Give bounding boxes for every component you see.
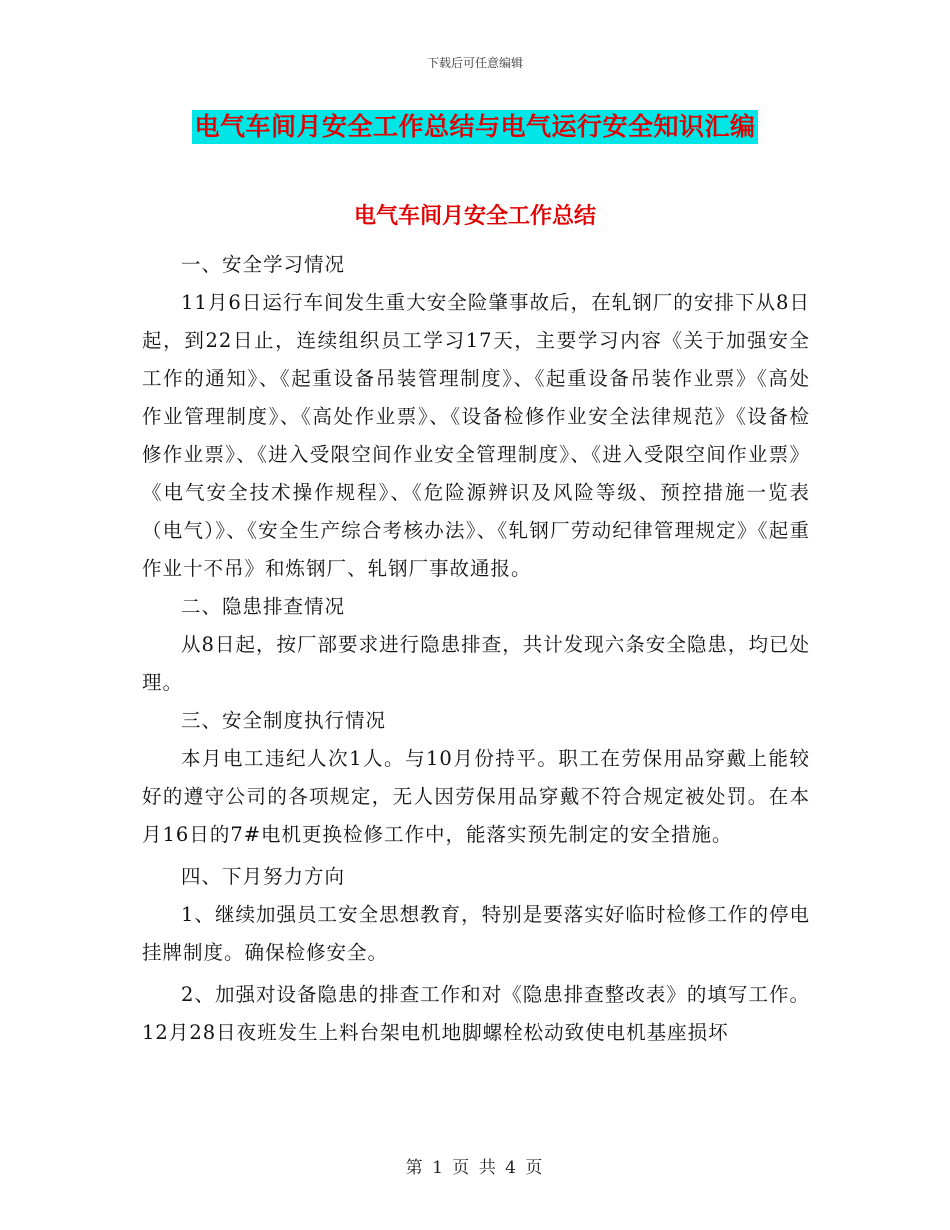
heading-next-month: 四、下月努力方向	[181, 865, 346, 888]
page-footer: 第 1 页 共 4 页	[405, 1158, 545, 1178]
document-body	[142, 246, 810, 1052]
paragraph-hazard-check: 从8日起，按厂部要求进行隐患排查，共计发现六条安全隐患，均已处理。	[142, 633, 810, 694]
heading-safety-study: 一、安全学习情况	[181, 253, 346, 276]
heading-rule-execution: 三、安全制度执行情况	[181, 709, 387, 732]
paragraph-rule-execution: 本月电工违纪人次1人。与10月份持平。职工在劳保用品穿戴上能较好的遵守公司的各项规定，无人因劳保用品穿戴不符合规定被处罚。在本月16日的7#电机更换检修工作中，能落实预先制定的安全措施。	[142, 747, 810, 846]
main-title-wrap	[0, 110, 950, 144]
header-note: 下载后可任意编辑	[426, 56, 523, 70]
heading-hazard-check: 二、隐患排查情况	[181, 595, 346, 618]
main-title: 电气车间月安全工作总结与电气运行安全知识汇编	[192, 110, 757, 144]
paragraph-next-month-1: 1、继续加强员工安全思想教育，特别是要落实好临时检修工作的停电挂牌制度。确保检修安全。	[142, 903, 810, 964]
paragraph-safety-study: 11月6日运行车间发生重大安全险肇事故后，在轧钢厂的安排下从8日起，到22日止，连续组织员工学习17天，主要学习内容《关于加强安全工作的通知》、《起重设备吊装管理制度》、《起重设备吊装作业票》《高处作业管理制度》、《高处作业票》、《设备检修作业安全法律规范》《设备检修作业票》、《进入受限空间作业安全管理制度》、《进入受限空间作业票》《电气安全技术操作规程》、《危险源辨识及风险等级、预控措施一览表（电气）》、《安全生产综合考核办法》、《轧钢厂劳动纪律管理规定》《起重作业十不吊》和炼钢厂、轧钢厂事故通报。	[142, 291, 810, 580]
paragraph-next-month-2: 2、加强对设备隐患的排查工作和对《隐患排查整改表》的填写工作。12月28日夜班发生上料台架电机地脚螺栓松动致使电机基座损坏	[142, 983, 810, 1044]
section-title: 电气车间月安全工作总结	[353, 204, 596, 229]
